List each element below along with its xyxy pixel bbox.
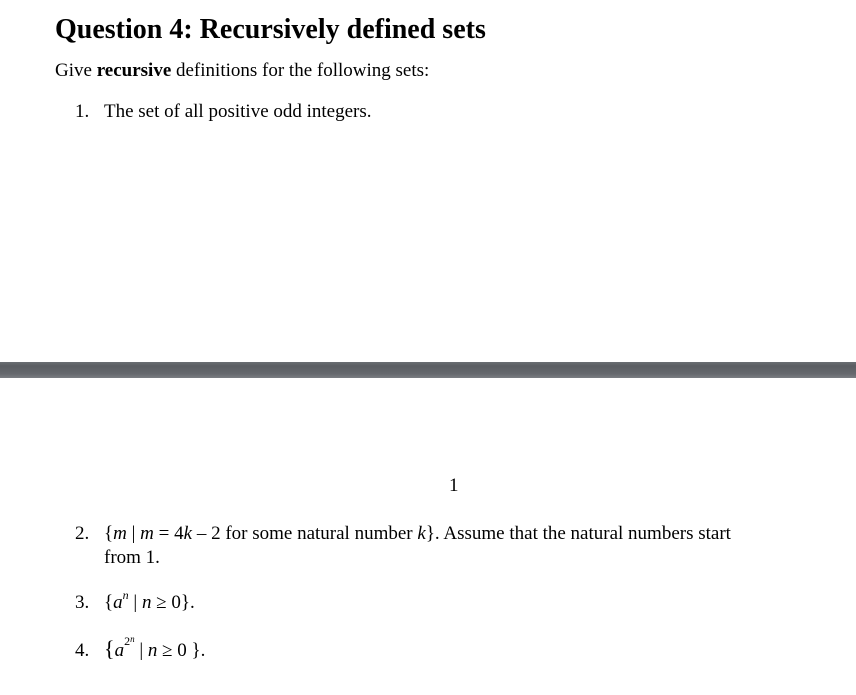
intro-bold-word: recursive — [96, 60, 172, 81]
item-2-close-text: }. Assume that the natural numbers start — [425, 523, 731, 544]
page-separator — [0, 362, 856, 378]
item-3-var-n: n — [141, 592, 152, 613]
item-4-condition: ≥ 0 }. — [162, 640, 206, 661]
item-2-var-k: k — [183, 523, 193, 544]
item-2-var-k-second: k — [417, 523, 426, 544]
item-2-bar: | — [131, 523, 136, 544]
item-2-var-m: m — [113, 523, 127, 544]
item-4-number: 4. — [75, 640, 90, 661]
item-2-number: 2. — [75, 523, 90, 544]
item-3-open-brace: { — [104, 592, 114, 613]
item-4-base: a — [114, 640, 125, 661]
item-3-exponent: n — [122, 588, 129, 602]
page-number: 1 — [449, 475, 459, 496]
item-4-exponent-exponent: n — [130, 634, 135, 644]
item-3-number: 3. — [75, 592, 90, 613]
item-2-equals: = 4 — [158, 523, 184, 544]
item-3-condition: ≥ 0}. — [156, 592, 195, 613]
item-2-continuation: from 1. — [104, 547, 160, 568]
item-4-var-n: n — [147, 640, 158, 661]
list-item-1 — [75, 100, 372, 124]
item-4-bar: | — [139, 640, 144, 661]
question-intro — [55, 58, 429, 84]
item-2-var-m-second: m — [140, 523, 154, 544]
intro-text-start: Give — [55, 60, 92, 81]
list-item-2 — [75, 522, 731, 546]
document-page-2 — [0, 378, 856, 695]
list-item-4 — [75, 634, 206, 663]
item-1-text: The set of all positive odd integers. — [104, 101, 372, 122]
item-1-number: 1. — [75, 101, 90, 122]
item-2-open-brace: { — [104, 523, 114, 544]
item-3-bar: | — [133, 592, 138, 613]
item-3-base: a — [113, 592, 123, 613]
item-4-exponent-base: 2 — [124, 634, 131, 648]
intro-text-end: definitions for the following sets: — [176, 60, 430, 81]
question-heading: Question 4: Recursively defined sets — [55, 14, 486, 45]
item-2-minus-text: – 2 for some natural number — [196, 523, 413, 544]
list-item-3 — [75, 588, 195, 615]
item-4-open-brace: { — [104, 636, 115, 661]
